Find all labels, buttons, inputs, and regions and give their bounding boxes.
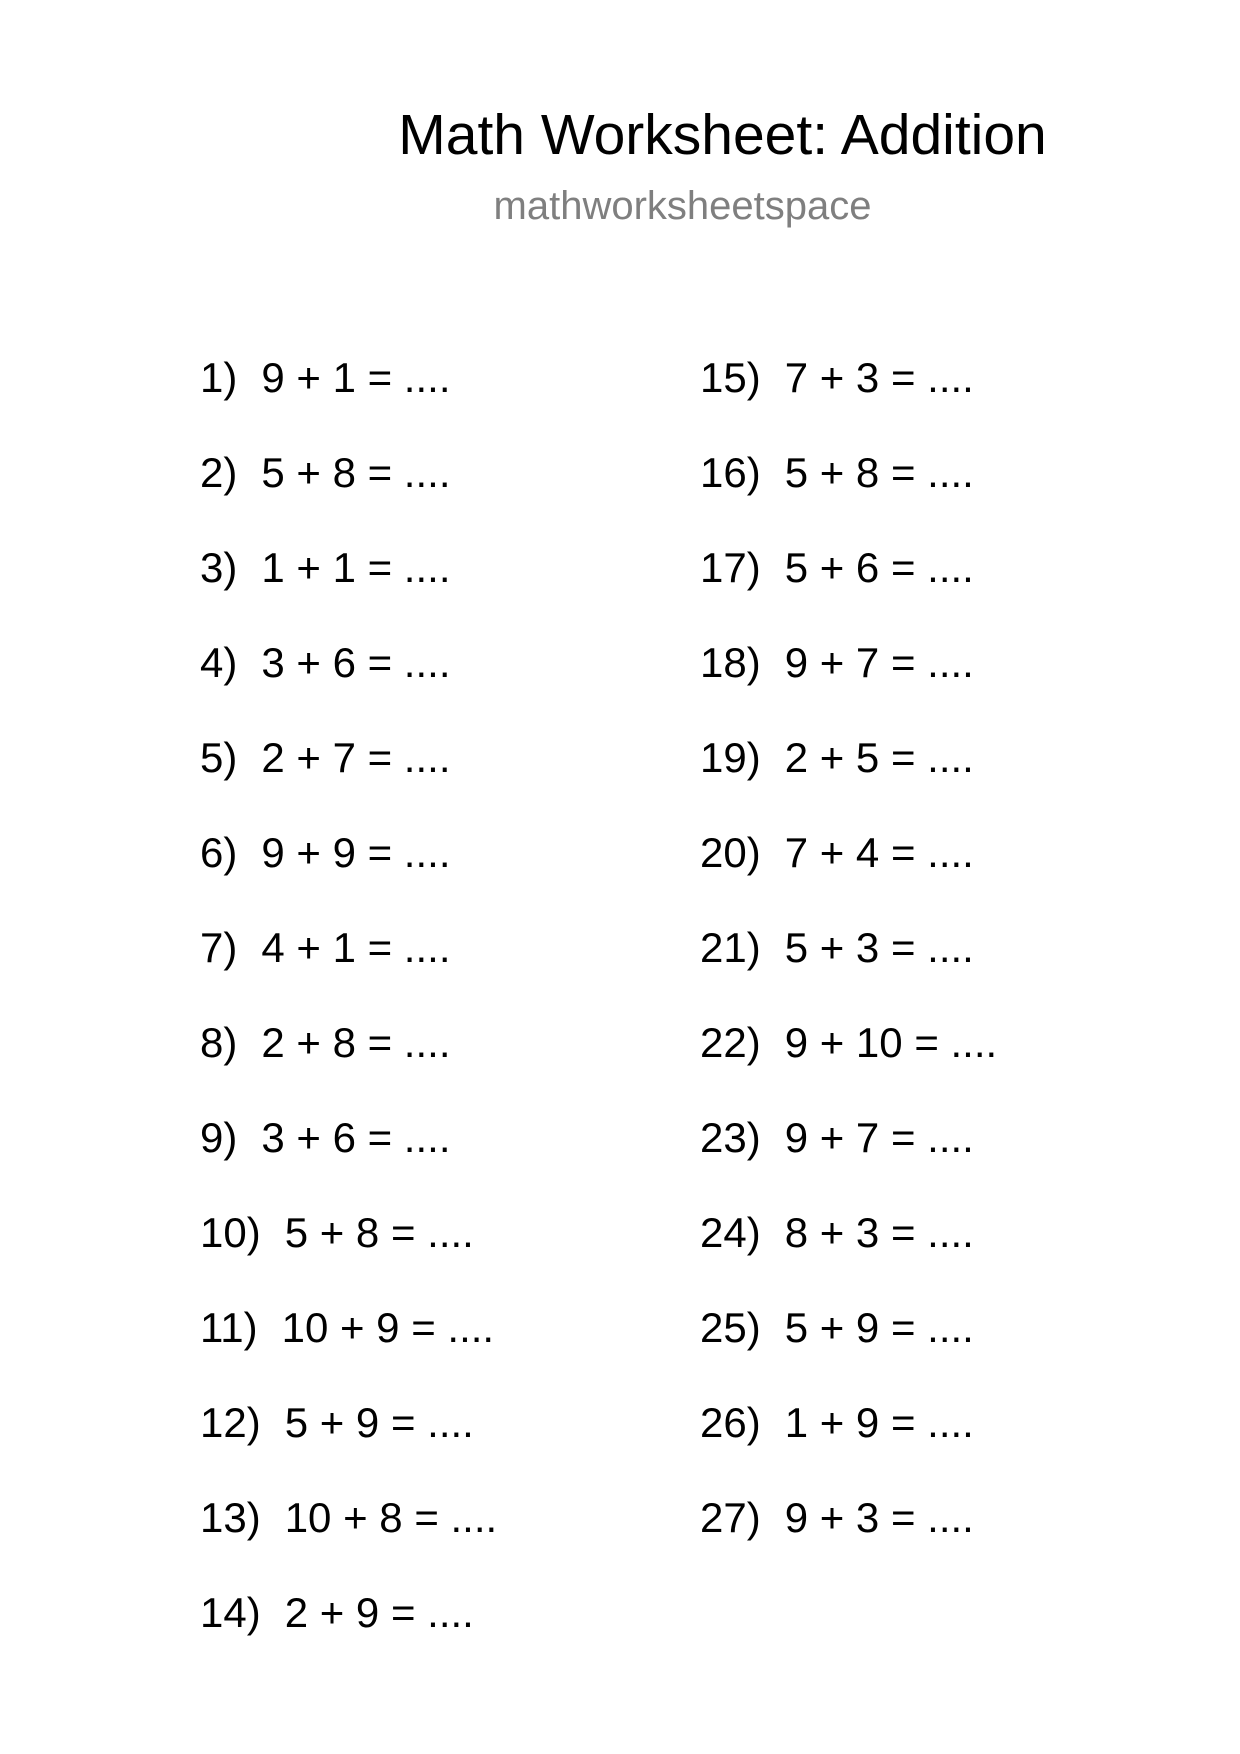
problem-item [200, 1203, 497, 1298]
problem-number: 6) [200, 829, 238, 876]
problem-expression: 5 + 9 = .... [284, 1399, 474, 1446]
problem-expression: 2 + 5 = .... [784, 734, 974, 781]
problem-item [700, 1298, 997, 1393]
problem-expression: 4 + 1 = .... [261, 924, 451, 971]
problem-column-left [200, 348, 497, 1678]
problem-expression: 9 + 3 = .... [784, 1494, 974, 1541]
problem-item [700, 1013, 997, 1108]
problem-item [200, 633, 497, 728]
problem-expression: 9 + 7 = .... [784, 1114, 974, 1161]
problem-number: 7) [200, 924, 238, 971]
problem-expression: 3 + 6 = .... [261, 639, 451, 686]
problem-expression: 9 + 1 = .... [261, 354, 451, 401]
problem-item [200, 1013, 497, 1108]
problem-number: 24) [700, 1209, 761, 1256]
problem-number: 14) [200, 1589, 261, 1636]
problem-expression: 5 + 8 = .... [261, 449, 451, 496]
problem-number: 25) [700, 1304, 761, 1351]
problem-item [700, 538, 997, 633]
problem-column-right [700, 348, 997, 1583]
worksheet-subtitle: mathworksheetspace [493, 184, 872, 228]
problem-expression: 2 + 8 = .... [261, 1019, 451, 1066]
problem-expression: 5 + 6 = .... [784, 544, 974, 591]
problem-number: 22) [700, 1019, 761, 1066]
problem-expression: 9 + 10 = .... [784, 1019, 998, 1066]
problem-expression: 5 + 8 = .... [284, 1209, 474, 1256]
problem-item [200, 1583, 497, 1678]
problem-item [700, 1393, 997, 1488]
problem-number: 23) [700, 1114, 761, 1161]
problem-number: 18) [700, 639, 761, 686]
problem-expression: 10 + 9 = .... [281, 1304, 495, 1351]
problem-number: 8) [200, 1019, 238, 1066]
problem-item [200, 918, 497, 1013]
problem-expression: 5 + 9 = .... [784, 1304, 974, 1351]
problem-expression: 1 + 9 = .... [784, 1399, 974, 1446]
problem-expression: 3 + 6 = .... [261, 1114, 451, 1161]
problem-item [200, 1488, 497, 1583]
problem-item [700, 1108, 997, 1203]
problem-expression: 2 + 7 = .... [261, 734, 451, 781]
problem-expression: 5 + 3 = .... [784, 924, 974, 971]
problem-expression: 5 + 8 = .... [784, 449, 974, 496]
problem-number: 16) [700, 449, 761, 496]
problem-item [200, 1108, 497, 1203]
problem-number: 2) [200, 449, 238, 496]
problem-item [700, 348, 997, 443]
problem-number: 26) [700, 1399, 761, 1446]
problem-number: 1) [200, 354, 238, 401]
problem-number: 9) [200, 1114, 238, 1161]
problem-number: 15) [700, 354, 761, 401]
problem-number: 4) [200, 639, 238, 686]
problem-expression: 7 + 4 = .... [784, 829, 974, 876]
problem-expression: 1 + 1 = .... [261, 544, 451, 591]
problem-number: 3) [200, 544, 238, 591]
problem-expression: 9 + 9 = .... [261, 829, 451, 876]
problem-item [700, 1488, 997, 1583]
problem-item [700, 823, 997, 918]
problem-item [700, 918, 997, 1013]
problem-expression: 2 + 9 = .... [284, 1589, 474, 1636]
problem-number: 13) [200, 1494, 261, 1541]
problem-number: 12) [200, 1399, 261, 1446]
problem-item [200, 443, 497, 538]
problem-item [200, 538, 497, 633]
problem-number: 20) [700, 829, 761, 876]
problem-number: 27) [700, 1494, 761, 1541]
problem-item [200, 728, 497, 823]
problem-expression: 7 + 3 = .... [784, 354, 974, 401]
problem-expression: 10 + 8 = .... [284, 1494, 498, 1541]
problem-number: 21) [700, 924, 761, 971]
problem-item [200, 823, 497, 918]
problem-item [700, 1203, 997, 1298]
problem-number: 11) [200, 1304, 258, 1351]
problem-item [700, 443, 997, 538]
problem-expression: 9 + 7 = .... [784, 639, 974, 686]
problem-number: 17) [700, 544, 761, 591]
problem-item [700, 728, 997, 823]
problem-item [200, 348, 497, 443]
problem-number: 5) [200, 734, 238, 781]
problem-number: 19) [700, 734, 761, 781]
problem-expression: 8 + 3 = .... [784, 1209, 974, 1256]
problem-item [700, 633, 997, 728]
problem-item [200, 1393, 497, 1488]
problem-number: 10) [200, 1209, 261, 1256]
worksheet-title: Math Worksheet: Addition [398, 103, 1047, 167]
problem-item [200, 1298, 497, 1393]
